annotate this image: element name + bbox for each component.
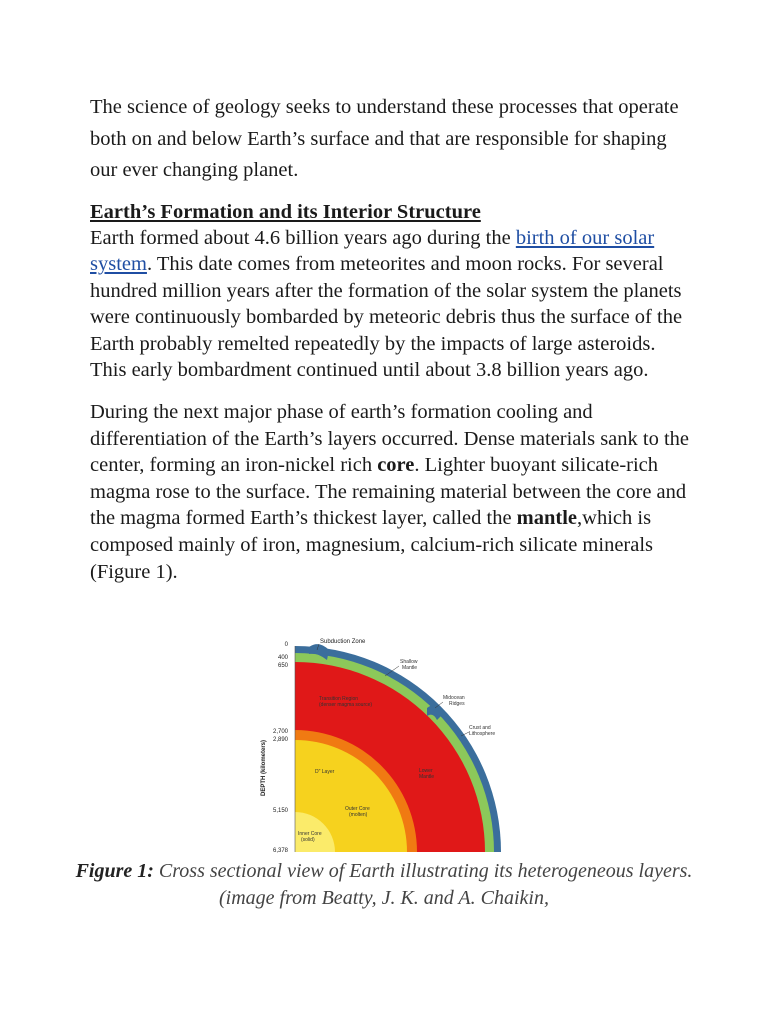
depth-tick-2890: 2,890 (272, 737, 288, 743)
formation-paragraph (90, 225, 690, 385)
figure-caption (60, 858, 708, 912)
core-term: core (377, 454, 415, 477)
differentiation-text-3: ,which is composed mainly of iron, magnesium, calcium-rich silicate minerals (Figure 1). (90, 507, 654, 583)
label-crust: Crust and (469, 725, 491, 731)
label-inner-core-solid: (solid) (301, 837, 315, 843)
differentiation-text-1: During the next major phase of earth’s formation cooling and differentiation of the Earth’s layers occurred. Dense materials sank to the center, forming an iron-nickel rich (90, 401, 690, 477)
label-subduction-zone: Subduction Zone (320, 639, 366, 645)
section-heading: Earth’s Formation and its Interior Structure (90, 200, 481, 223)
depth-tick-6378: 6,378 (272, 848, 288, 854)
differentiation-text-2: . Lighter buoyant silicate-rich magma rose to the surface. The remaining material between the core and the magma formed Earth’s thickest layer, called the (90, 454, 687, 530)
label-transition-note: (denser magma source) (319, 702, 373, 708)
formation-text-end: . This date comes from meteorites and moon rocks. For several hundred million years after the formation of the solar system the planets were continuously bombarded by meteoric debris thus the surface of the Earth probably remelted repeatedly by the impacts of large asteroids. This early bombardment continued until about 3.8 billion years ago. (90, 253, 683, 382)
figure-caption-label: Figure 1: (75, 860, 154, 882)
figure-caption-text: Cross sectional view of Earth illustrating its heterogeneous layers. (image from Beatty, J. K. and A. Chaikin, (153, 860, 693, 909)
depth-tick-2700: 2,700 (272, 729, 288, 735)
label-lithosphere: Lithosphere (469, 731, 496, 737)
label-transition-region: Transition Region (319, 696, 359, 702)
differentiation-paragraph (90, 399, 690, 585)
depth-tick-400: 400 (277, 655, 288, 661)
label-lower: Lower (419, 768, 433, 774)
label-d-layer: D" Layer (315, 769, 335, 775)
depth-tick-5150: 5,150 (272, 808, 288, 814)
label-shallow: Shallow (400, 659, 418, 665)
earth-cross-section-figure (257, 636, 501, 854)
label-shallow-mantle: Mantle (402, 665, 418, 671)
formation-text-start: Earth formed about 4.6 billion years ago during the (90, 226, 516, 249)
label-midocean: Midocean (443, 695, 465, 701)
depth-tick-0: 0 (284, 642, 288, 648)
solar-system-link[interactable]: birth of our solar system (90, 226, 655, 276)
label-lower-mantle: Mantle (419, 774, 435, 780)
label-inner-core: Inner Core (298, 831, 322, 837)
mantle-term: mantle (516, 507, 578, 530)
label-outer-core-molten: (molten) (349, 812, 368, 818)
document-body (90, 92, 690, 585)
intro-paragraph: The science of geology seeks to understand these processes that operate both on and below Earth’s surface and that are responsible for shaping our ever changing planet. (90, 96, 679, 181)
depth-tick-650: 650 (277, 663, 288, 669)
depth-axis-label: DEPTH (kilometers) (261, 739, 267, 796)
earth-cross-section-diagram (257, 636, 501, 854)
label-midocean-ridges: Ridges (449, 701, 465, 707)
label-outer-core: Outer Core (345, 806, 370, 812)
